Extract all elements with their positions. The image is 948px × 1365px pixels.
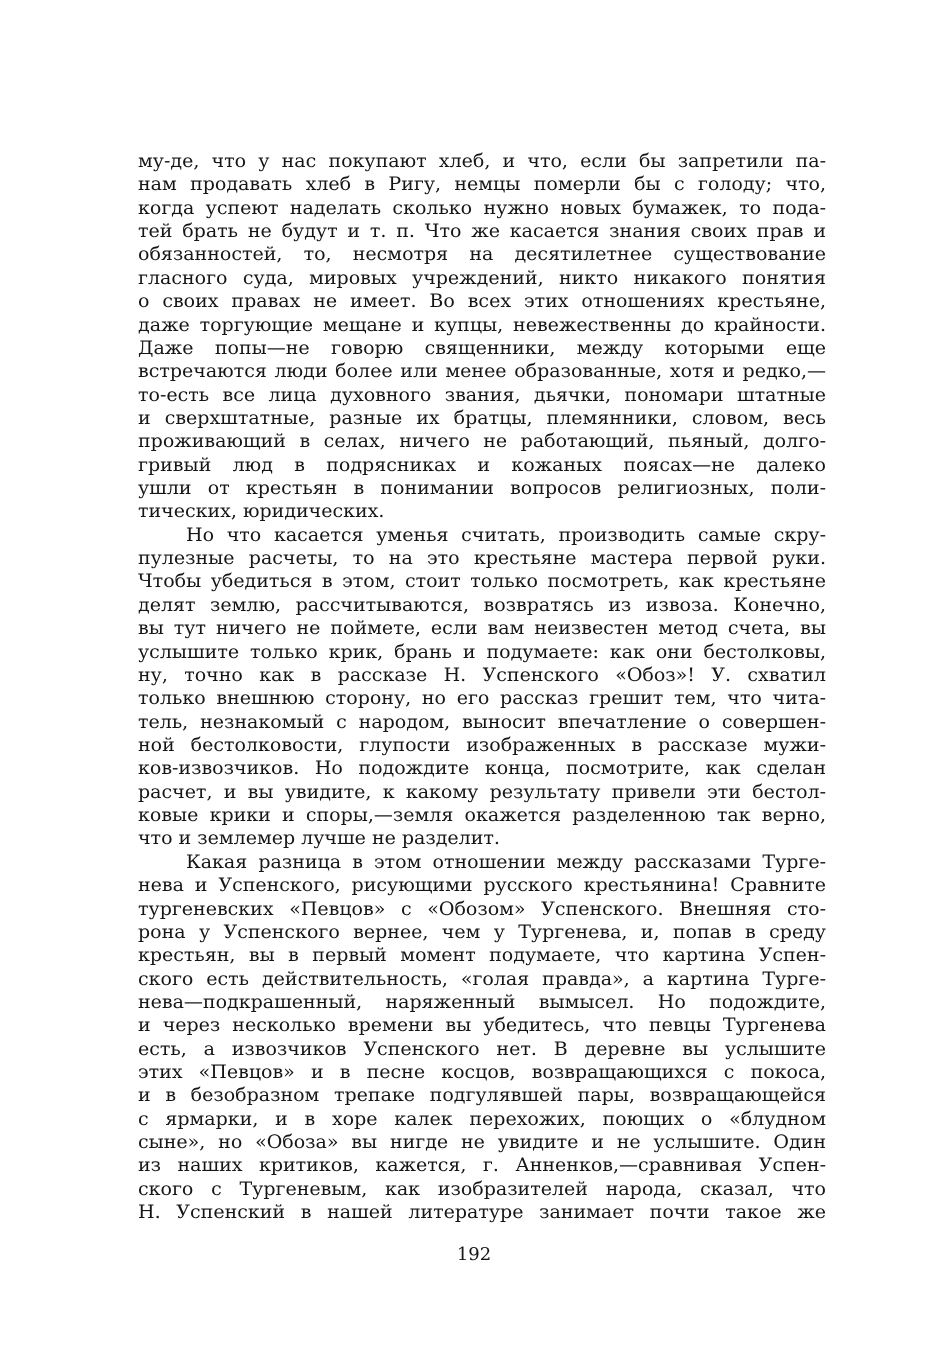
text-line: ной бестолковости, глупости изображенных в рассказе мужи- [138, 733, 826, 756]
text-line: ушли от крестьян в понимании вопросов религиозных, поли- [138, 477, 826, 500]
text-line: тей брать не будут и т. п. Что же касается знания своих прав и [138, 220, 826, 243]
text-line: услышите только крик, брань и подумаете: как они бестолковы, [138, 640, 826, 663]
text-line: пулезные расчеты, то на это крестьяне мастера первой руки. [138, 547, 826, 570]
text-line: и сверхштатные, разные их братцы, племянники, словом, весь [138, 406, 826, 429]
text-line: с ярмарки, и в хоре калек перехожих, поющих о «блудном [138, 1107, 826, 1130]
text-line: о своих правах не имеет. Во всех этих отношениях крестьяне, [138, 290, 826, 313]
text-line: то-есть все лица духовного звания, дьячки, пономари штатные [138, 383, 826, 406]
text-line: нева и Успенского, рисующими русского крестьянина! Сравните [138, 874, 826, 897]
text-line: этих «Певцов» и в песне косцов, возвращающихся с покоса, [138, 1061, 826, 1084]
text-line: только внешнюю сторону, но его рассказ грешит тем, что чита- [138, 687, 826, 710]
paragraph-start-line: Но что касается уменья считать, производить самые скру- [186, 523, 826, 546]
text-line: обязанностей, то, несмотря на десятилетнее существование [138, 243, 826, 266]
text-line: ков-извозчиков. Но подождите конца, посмотрите, как сделан [138, 757, 826, 780]
text-line: рона у Успенского вернее, чем у Тургенева, и, попав в среду [138, 920, 826, 943]
text-line: расчет, и вы увидите, к какому результату привели эти бестол- [138, 780, 826, 803]
paragraph-end-line: тических, юридических. [138, 500, 385, 523]
text-line: делят землю, рассчитываются, возвратясь из извоза. Конечно, [138, 593, 826, 616]
text-line: Даже попы—не говорю священники, между которыми еще [138, 336, 826, 359]
text-line: и в безобразном трепаке подгулявшей пары, возвращающейся [138, 1084, 826, 1107]
paragraph-start-line: Какая разница в этом отношении между рассказами Турге- [186, 850, 826, 873]
text-line: ковые крики и споры,—земля окажется разделенною так верно, [138, 804, 826, 827]
text-line: гласного суда, мировых учреждений, никто никакого понятия [138, 266, 826, 289]
text-line: проживающий в селах, ничего не работающий, пьяный, долго- [138, 430, 826, 453]
text-line: есть, а извозчиков Успенского нет. В деревне вы услышите [138, 1037, 826, 1060]
text-line: ского есть действительность, «голая правда», а картина Турге- [138, 967, 826, 990]
text-line: нева—подкрашенный, наряженный вымысел. Но подождите, [138, 990, 826, 1013]
text-line: тель, незнакомый с народом, выносит впечатление о совершен- [138, 710, 826, 733]
text-line: тургеневских «Певцов» с «Обозом» Успенского. Внешняя сто- [138, 897, 826, 920]
text-line: ского с Тургеневым, как изобразителей народа, сказал, что [138, 1177, 826, 1200]
text-line: Чтобы убедиться в этом, стоит только посмотреть, как крестьяне [138, 570, 826, 593]
text-line: и через несколько времени вы убедитесь, что певцы Тургенева [138, 1014, 826, 1037]
text-line: даже торгующие мещане и купцы, невежественны до крайности. [138, 313, 826, 336]
text-line: вы тут ничего не поймете, если вам неизвестен метод счета, вы [138, 617, 826, 640]
page-number: 192 [456, 1244, 492, 1265]
paragraph-end-line: что и землемер лучше не разделит. [138, 827, 500, 850]
text-line: крестьян, вы в первый момент подумаете, что картина Успен- [138, 944, 826, 967]
text-line: нам продавать хлеб в Ригу, немцы померли бы с голоду; что, [138, 173, 826, 196]
text-line: встречаются люди более или менее образованные, хотя и редко,— [138, 360, 826, 383]
text-line: из наших критиков, кажется, г. Анненков,—сравнивая Успен- [138, 1154, 826, 1177]
text-line: ну, точно как в рассказе Н. Успенского «Обоз»! У. схватил [138, 663, 826, 686]
text-line: когда успеют наделать сколько нужно новых бумажек, то пода- [138, 196, 826, 219]
text-line: гривый люд в подрясниках и кожаных поясах—не далеко [138, 453, 826, 476]
text-line: му-де, что у нас покупают хлеб, и что, если бы запретили па- [138, 150, 826, 172]
text-line: сыне», но «Обоза» вы нигде не увидите и не услышите. Один [138, 1131, 826, 1154]
body-text [138, 150, 826, 1225]
text-line: Н. Успенский в нашей литературе занимает почти такое же [138, 1201, 826, 1224]
